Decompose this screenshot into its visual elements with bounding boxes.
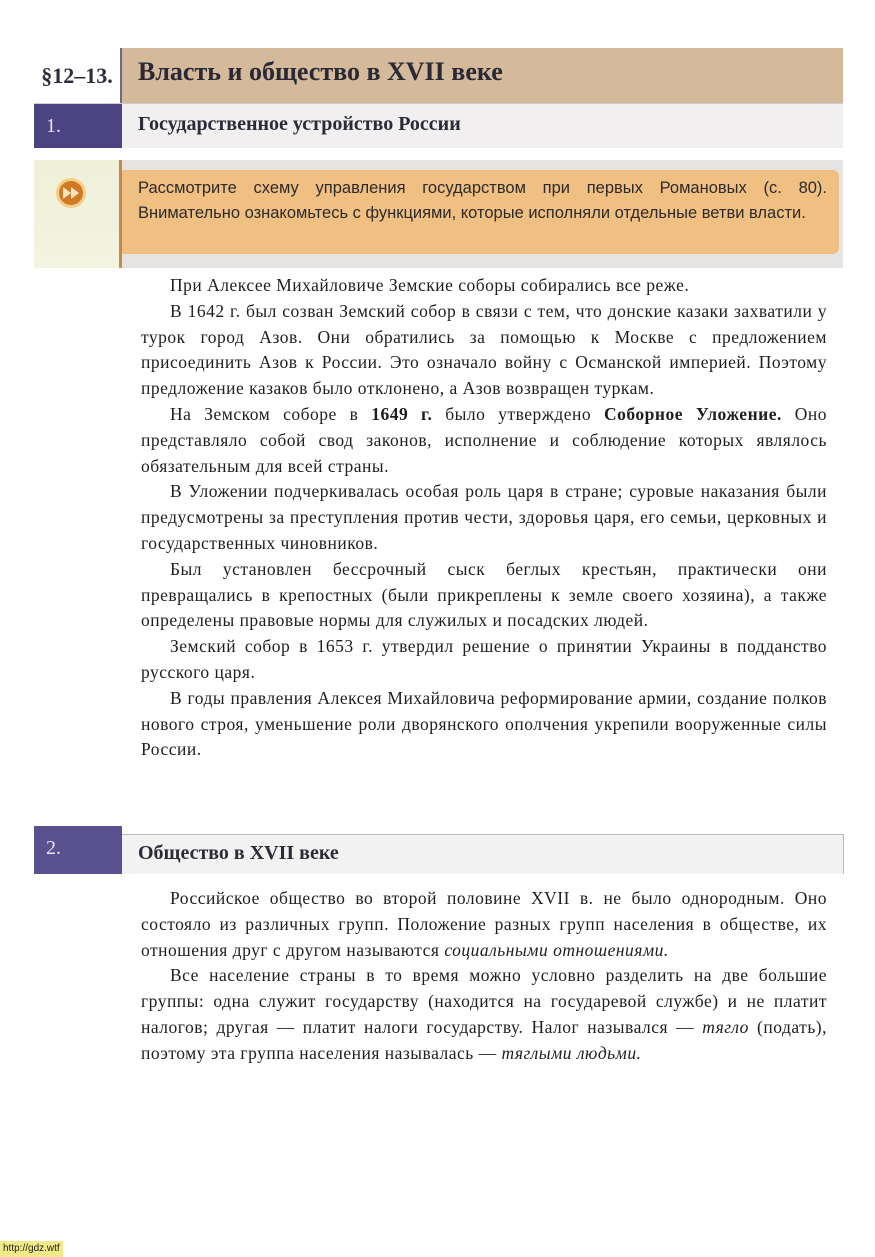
paragraph: В 1642 г. был созван Земский собор в связи с тем, что донские казаки захватили у турок город Азов. Они обратились за помощью к Москве с предложением присоединить Азов к России. Это означало войну с Османской империей. Поэтому предложение казаков было отклонено, а Азов возвращен туркам. <box>141 300 827 399</box>
section-1-heading <box>34 103 843 148</box>
paragraph <box>141 963 827 1066</box>
paragraph: В Уложении подчеркивалась особая роль царя в стране; суровые наказания были предусмотрены за преступления против чести, здоровья царя, его семьи, церковных и государственных чиновников. <box>141 481 827 553</box>
text-run: Оно представляло собой свод законов, исполнение и соблюдение которых являлось обязательным для всей страны. <box>141 403 827 476</box>
term-tyaglo: тягло <box>702 1016 749 1037</box>
text-run: было утверждено <box>432 403 605 424</box>
section-2-body <box>141 886 827 1067</box>
term-social-relations: социальными отношениями. <box>444 939 669 960</box>
task-box <box>34 160 843 268</box>
paragraph: При Алексее Михайловиче Земские соборы собирались все реже. <box>170 275 690 295</box>
page-title: Власть и общество в XVII веке <box>138 57 503 86</box>
section-2-title-box <box>122 834 844 874</box>
text-run: (подать), поэтому эта группа населения называлась — <box>141 1016 827 1063</box>
play-forward-icon <box>56 178 86 208</box>
section-2-number: 2. <box>34 826 122 874</box>
term-sobornoe-ulozhenie: Соборное Уложение. <box>604 403 782 424</box>
text-run: На Земском соборе в <box>170 403 372 424</box>
task-icon-block <box>34 160 122 268</box>
section-2-title: Общество в XVII веке <box>138 842 339 864</box>
paragraph <box>141 886 827 963</box>
section-1-title: Государственное устройство России <box>138 113 461 135</box>
section-2-heading <box>34 826 844 874</box>
term-tyaglye-lyudi: тяглыми людьми. <box>501 1042 642 1063</box>
paragraph: Земский собор в 1653 г. утвердил решение о принятии Украины в подданство русского царя. <box>141 636 827 682</box>
title-row <box>34 48 843 103</box>
text-run: Российское общество во второй половине XVII в. не было однородным. Оно состояло из различных групп. Положение разных групп населения в обществе, их отношения друг с другом называются <box>141 888 827 960</box>
paragraph: В годы правления Алексея Михайловича реформирование армии, создание полков нового строя, уменьшение роли дворянского ополчения укрепили вооруженные силы России. <box>141 687 827 760</box>
text-run: Все население страны в то время можно условно разделить на две большие группы: одна служит государству (находится на государевой службе) и не платит налогов; другая — платит налоги государству. Налог назывался — <box>141 965 827 1037</box>
watermark-link[interactable]: http://gdz.wtf <box>0 1241 63 1257</box>
paragraph: Был установлен бессрочный сыск беглых крестьян, практически они превращались в крепостных (были прикреплены к земле своего хозяина), а также определены правовые нормы для служилых и посадских людей. <box>141 558 827 631</box>
section-1-number: 1. <box>34 104 122 148</box>
paragraph-label: §12–13. <box>34 48 122 103</box>
paragraph <box>141 402 827 479</box>
section-1-body <box>141 273 827 763</box>
year-1649: 1649 г. <box>371 403 433 424</box>
lesson-header <box>34 48 843 268</box>
task-text: Рассмотрите схему управления государством при первых Романовых (с. 80). Внимательно ознакомьтесь с функциями, которые исполняли отдельные ветви власти. <box>122 170 839 254</box>
